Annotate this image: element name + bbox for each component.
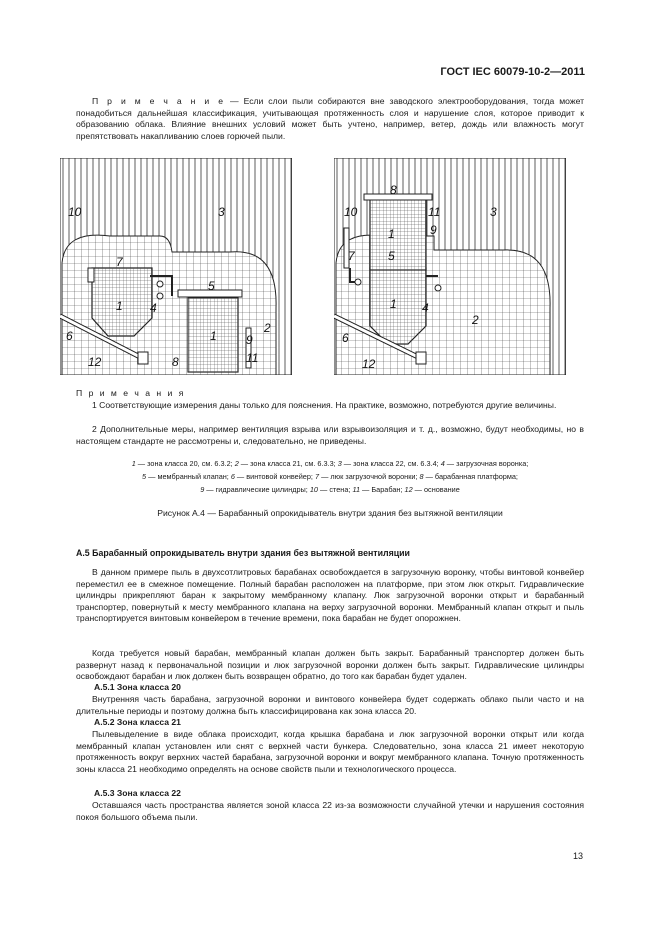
- legend-text: — стена;: [317, 485, 353, 494]
- label-r-7: 7: [348, 249, 355, 263]
- label-l-4: 4: [150, 301, 157, 315]
- notes-label-text: П р и м е ч а н и я: [76, 388, 186, 398]
- legend-text: — зона класса 22, см. 6.3.4;: [341, 459, 441, 468]
- section-paragraph-1: В данном примере пыль в двухсотлитровых барабанах освобождается в загрузочную воронку, чтобы винтовой конвейер переместил ее в смежное помещение. Полный барабан расположен на платформе, при этом люк открыт. Гидравлические цилиндры прикрепляют баран к закрытому мембранному клапану. Люк загрузочной воронки открыт и барабанный транспортер, повернутый к месту мембранного клапана на верху загрузочной воронки. Мембранный клапан открыт и пыль транспортируется винтовым конвейером в течение времени, пока барабан не будет опорожнен.: [76, 567, 584, 624]
- figure-left: [60, 158, 292, 375]
- subsection-3-text: Оставшаяся часть пространства является зоной класса 22 из-за возможности случайной утечки и нарушения состояния покоя большого объема пыли.: [76, 800, 584, 822]
- legend-num: 4: [440, 459, 445, 468]
- label-r-12: 12: [362, 357, 376, 371]
- label-l-11: 11: [246, 351, 259, 365]
- subsection-3-title: А.5.3 Зона класса 22: [94, 788, 181, 798]
- figure-right: [334, 158, 566, 375]
- label-l-2: 2: [264, 321, 271, 335]
- page-number: 13: [572, 851, 583, 861]
- legend-text: — загрузочная воронка;: [444, 459, 529, 468]
- legend-text: — гидравлические цилиндры;: [204, 485, 310, 494]
- legend-text: — основание: [412, 485, 460, 494]
- label-r-11: 11: [428, 205, 441, 219]
- label-l-1b: 1: [210, 329, 217, 343]
- legend-text: — зона класса 21, см. 6.3.3;: [238, 459, 338, 468]
- label-r-1: 1: [388, 227, 395, 241]
- label-r-3: 3: [490, 205, 497, 219]
- section-paragraph-2: Когда требуется новый барабан, мембранный клапан должен быть закрыт. Барабанный транспортер должен быть развернут назад к первоначальной позиции и люк загрузочной воронки должен быть закрыт. Гидравлические цилиндры освобождают барабан и люк должен быть возвращен обратно, до того как барабан будет удален.: [76, 648, 584, 682]
- label-l-7: 7: [116, 255, 123, 269]
- subsection-1-text: Внутренняя часть барабана, загрузочной воронки и винтового конвейера будет содержать облако пыли часто и на длительные периоды и поэтому должна быть классифицирована как зона класса 20.: [76, 694, 584, 716]
- label-l-6: 6: [66, 329, 73, 343]
- note-top-text: — Если слои пыли собираются вне заводского электрооборудования, тогда может понадобиться дальнейшая классификация, учитывающая протяженность слоя и нарушение слоя, которое приводит к образованию облака. Влияние внешних условий может быть учтено, например, ветер, дождь или влажность могут препятствовать накапливанию слоев горючей пыли.: [76, 96, 585, 141]
- label-r-8: 8: [390, 183, 397, 197]
- label-l-3: 3: [218, 205, 225, 219]
- legend-num: 1: [131, 459, 136, 468]
- legend-text: — зона класса 20, см. 6.3.2;: [135, 459, 235, 468]
- legend-num: 8: [419, 472, 424, 481]
- label-l-8: 8: [172, 355, 179, 369]
- label-r-1b: 1: [390, 297, 397, 311]
- legend-num: 11: [352, 485, 361, 494]
- label-r-4: 4: [422, 301, 429, 315]
- legend-num: 9: [200, 485, 205, 494]
- standard-header: ГОСТ IEC 60079-10-2—2011: [440, 66, 585, 78]
- label-l-1: 1: [116, 299, 123, 313]
- legend-num: 5: [142, 472, 147, 481]
- label-r-5: 5: [388, 249, 395, 263]
- label-r-6: 6: [342, 331, 349, 345]
- legend-num: 6: [230, 472, 235, 481]
- note-1: 1 Соответствующие измерения даны только для пояснения. На практике, возможно, потребуются другие величины.: [92, 400, 557, 410]
- note-top-label: П р и м е ч а н и е: [92, 96, 225, 106]
- note-2: 2 Дополнительные меры, например вентиляция взрыва или взрывоизоляция и т. д., возможно, будут необходимы, но в настоящем стандарте не рассмотрены и, следовательно, не приведены.: [76, 424, 584, 446]
- legend-num: 10: [309, 485, 318, 494]
- legend-text: — барабанная платформа;: [423, 472, 518, 481]
- subsection-2-title: А.5.2 Зона класса 21: [94, 717, 181, 727]
- legend-num: 3: [337, 459, 342, 468]
- figure-caption: Рисунок А.4 — Барабанный опрокидыватель внутри здания без вытяжной вентиляции: [157, 508, 503, 518]
- legend-text: — винтовой конвейер;: [234, 472, 315, 481]
- legend-num: 7: [314, 472, 320, 481]
- legend-text: — люк загрузочной воронки;: [319, 472, 420, 481]
- label-r-2: 2: [472, 313, 479, 327]
- label-r-10: 10: [344, 205, 358, 219]
- legend-text: — мембранный клапан;: [146, 472, 231, 481]
- legend-line-1: [76, 458, 584, 471]
- label-r-9: 9: [430, 223, 437, 237]
- section-title: А.5 Барабанный опрокидыватель внутри здания без вытяжной вентиляции: [76, 548, 410, 558]
- legend-num: 2: [234, 459, 239, 468]
- legend-line-2: [76, 471, 584, 484]
- legend-num: 12: [404, 485, 413, 494]
- subsection-2-text: Пылевыделение в виде облака происходит, когда крышка барабана и люк загрузочной воронки открыт или когда мембранный клапан установлен или снят с верхней части бункера. Следовательно, зона класса 21 имеет некоторую протяженность вокруг верхних частей барабана, загрузочной воронки и вокруг мембранного клапана. Точную протяженность зоны класса 21 необходимо определять на основе свойств пыли и технологического процесса.: [76, 729, 584, 774]
- label-l-12: 12: [88, 355, 102, 369]
- subsection-1-title: А.5.1 Зона класса 20: [94, 682, 181, 692]
- notes-label: [76, 388, 584, 400]
- label-l-10: 10: [68, 205, 82, 219]
- label-l-9: 9: [246, 333, 253, 347]
- label-l-5: 5: [208, 279, 215, 293]
- legend-line-3: [76, 484, 584, 497]
- note-top: [76, 96, 584, 142]
- legend-text: — Барабан;: [360, 485, 405, 494]
